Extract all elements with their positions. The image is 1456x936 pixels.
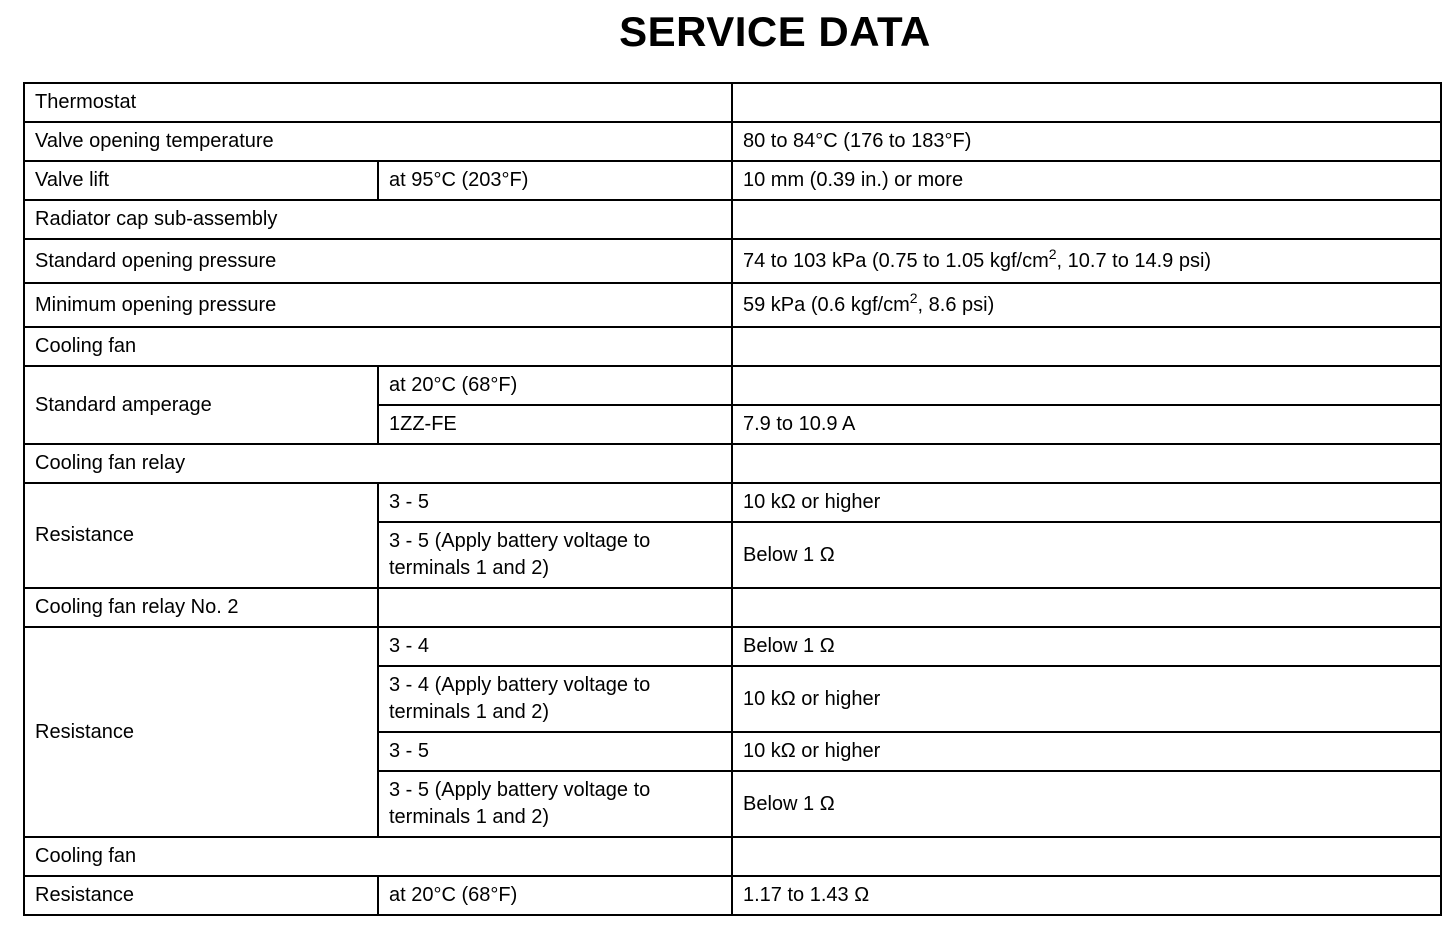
value-cell-cooling-fan-relay-no2 [732,588,1441,627]
value-relay-resistance: 10 kΩ or higher [732,483,1441,522]
value-standard-amperage-temp [732,366,1441,405]
value-relay-no2-3-5-battery: Below 1 Ω [732,771,1441,837]
value-minimum-opening-pressure [732,283,1441,327]
table-row-standard-amperage [24,366,1441,405]
table-row-thermostat [24,83,1441,122]
label-relay-resistance: Resistance [24,483,378,588]
condition-relay-no2-3-5-battery: 3 - 5 (Apply battery voltage to terminals 1 and 2) [378,771,732,837]
service-data-table [23,82,1442,916]
value-fan-resistance: 1.17 to 1.43 Ω [732,876,1441,915]
condition-relay-no2-3-4-battery: 3 - 4 (Apply battery voltage to terminals 1 and 2) [378,666,732,732]
label-valve-opening-temperature: Valve opening temperature [24,122,732,161]
table-row-cooling-fan [24,327,1441,366]
condition-relay-no2-3-5: 3 - 5 [378,732,732,771]
label-relay-no2-resistance: Resistance [24,627,378,837]
page-title: SERVICE DATA [619,8,931,55]
condition-cell-cooling-fan-relay-no2 [378,588,732,627]
table-row-fan-resistance [24,876,1441,915]
value-text: 74 to 103 kPa (0.75 to 1.05 kgf/cm [743,249,1049,272]
value-text: , 10.7 to 14.9 psi) [1056,249,1212,272]
value-cell-cooling-fan-relay [732,444,1441,483]
table-row-cooling-fan-relay-no2 [24,588,1441,627]
value-cell-cooling-fan-2 [732,837,1441,876]
table-row-relay-no2-resistance [24,627,1441,666]
condition-relay-resistance: 3 - 5 [378,483,732,522]
value-relay-resistance-battery: Below 1 Ω [732,522,1441,588]
condition-relay-resistance-battery: 3 - 5 (Apply battery voltage to terminals 1 and 2) [378,522,732,588]
table-row-radiator-cap [24,200,1441,239]
value-relay-no2-3-4: Below 1 Ω [732,627,1441,666]
condition-fan-resistance: at 20°C (68°F) [378,876,732,915]
section-label-radiator-cap: Radiator cap sub-assembly [24,200,732,239]
value-relay-no2-3-5: 10 kΩ or higher [732,732,1441,771]
value-standard-amperage-engine: 7.9 to 10.9 A [732,405,1441,444]
table-row-cooling-fan-2 [24,837,1441,876]
value-text: 59 kPa (0.6 kgf/cm [743,293,910,316]
value-standard-opening-pressure [732,239,1441,283]
table-row-valve-opening-temperature [24,122,1441,161]
table-row-relay-resistance [24,483,1441,522]
value-cell-thermostat [732,83,1441,122]
table-row-standard-opening-pressure [24,239,1441,283]
table-row-valve-lift [24,161,1441,200]
label-valve-lift: Valve lift [24,161,378,200]
value-cell-cooling-fan [732,327,1441,366]
section-label-thermostat: Thermostat [24,83,732,122]
label-fan-resistance: Resistance [24,876,378,915]
label-minimum-opening-pressure: Minimum opening pressure [24,283,732,327]
section-label-cooling-fan-relay-no2: Cooling fan relay No. 2 [24,588,378,627]
section-label-cooling-fan-relay: Cooling fan relay [24,444,732,483]
section-label-cooling-fan: Cooling fan [24,327,732,366]
value-cell-radiator-cap [732,200,1441,239]
condition-standard-amperage-engine: 1ZZ-FE [378,405,732,444]
label-standard-amperage: Standard amperage [24,366,378,444]
value-valve-lift: 10 mm (0.39 in.) or more [732,161,1441,200]
condition-relay-no2-3-4: 3 - 4 [378,627,732,666]
section-label-cooling-fan-2: Cooling fan [24,837,732,876]
label-standard-opening-pressure: Standard opening pressure [24,239,732,283]
condition-valve-lift: at 95°C (203°F) [378,161,732,200]
superscript: 2 [1048,245,1057,262]
value-valve-opening-temperature: 80 to 84°C (176 to 183°F) [732,122,1441,161]
value-relay-no2-3-4-battery: 10 kΩ or higher [732,666,1441,732]
superscript: 2 [909,289,918,306]
table-row-minimum-opening-pressure [24,283,1441,327]
condition-standard-amperage-temp: at 20°C (68°F) [378,366,732,405]
value-text: , 8.6 psi) [917,293,995,316]
table-row-cooling-fan-relay [24,444,1441,483]
